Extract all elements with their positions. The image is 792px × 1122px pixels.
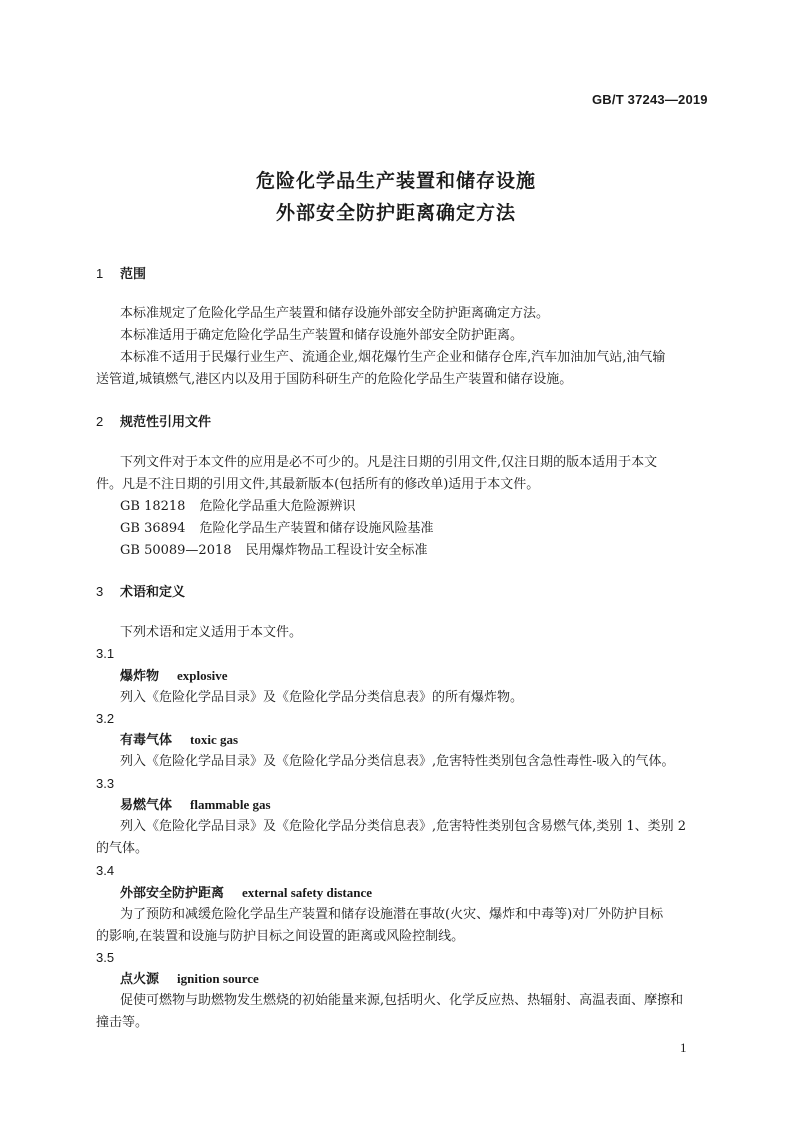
term-heading bbox=[120, 731, 238, 750]
term-definition-continuation: 的气体。 bbox=[96, 841, 149, 856]
term-definition: 列入《危险化学品目录》及《危险化学品分类信息表》的所有爆炸物。 bbox=[120, 690, 524, 705]
term-heading bbox=[120, 884, 372, 903]
page-number: 1 bbox=[680, 1040, 687, 1055]
section-number: 1 bbox=[96, 266, 104, 281]
term-en: explosive bbox=[177, 668, 228, 683]
term-zh: 易燃气体 bbox=[120, 798, 173, 813]
term-definition-continuation: 撞击等。 bbox=[96, 1015, 149, 1030]
section-title: 术语和定义 bbox=[120, 585, 186, 600]
paragraph: 本标准规定了危险化学品生产装置和储存设施外部安全防护距离确定方法。 bbox=[120, 306, 550, 321]
section-2-heading bbox=[96, 413, 211, 432]
term-definition: 列入《危险化学品目录》及《危险化学品分类信息表》,危害特性类别包含易燃气体,类别 1、类别 2 bbox=[120, 819, 687, 834]
reference-title: 危险化学品重大危险源辨识 bbox=[199, 499, 356, 514]
standard-number: GB/T 37243—2019 bbox=[592, 92, 708, 107]
reference-code: GB 18218 bbox=[120, 499, 186, 514]
section-title: 规范性引用文件 bbox=[120, 415, 212, 430]
term-definition-continuation: 的影响,在装置和设施与防护目标之间设置的距离或风险控制线。 bbox=[96, 929, 465, 944]
document-title-line1: 危险化学品生产装置和储存设施 bbox=[255, 170, 536, 192]
section-3-heading bbox=[96, 583, 185, 602]
term-heading bbox=[120, 796, 271, 815]
term-en: flammable gas bbox=[190, 797, 271, 812]
reference-item bbox=[120, 520, 433, 538]
clause-number: 3.3 bbox=[96, 776, 115, 791]
reference-item bbox=[120, 542, 428, 560]
clause-number: 3.4 bbox=[96, 863, 115, 878]
term-definition: 促使可燃物与助燃物发生燃烧的初始能量来源,包括明火、化学反应热、热辐射、高温表面、摩擦和 bbox=[120, 993, 684, 1008]
term-definition: 列入《危险化学品目录》及《危险化学品分类信息表》,危害特性类别包含急性毒性-吸入的气体。 bbox=[120, 754, 675, 769]
paragraph: 下列文件对于本文件的应用是必不可少的。凡是注日期的引用文件,仅注日期的版本适用于本文 bbox=[120, 455, 658, 470]
reference-title: 危险化学品生产装置和储存设施风险基准 bbox=[199, 521, 434, 536]
section-title: 范围 bbox=[120, 267, 147, 282]
section-number: 2 bbox=[96, 414, 104, 429]
reference-item bbox=[120, 498, 355, 516]
term-en: toxic gas bbox=[190, 732, 239, 747]
reference-code: GB 50089—2018 bbox=[120, 543, 232, 558]
paragraph-continuation: 件。凡是不注日期的引用文件,其最新版本(包括所有的修改单)适用于本文件。 bbox=[96, 477, 540, 492]
term-en: external safety distance bbox=[242, 885, 372, 900]
paragraph: 下列术语和定义适用于本文件。 bbox=[120, 625, 303, 640]
term-zh: 爆炸物 bbox=[120, 669, 160, 684]
term-zh: 点火源 bbox=[120, 972, 160, 987]
term-definition: 为了预防和减缓危险化学品生产装置和储存设施潜在事故(火灾、爆炸和中毒等)对厂外防护目标 bbox=[120, 907, 664, 922]
clause-number: 3.1 bbox=[96, 646, 115, 661]
term-heading bbox=[120, 970, 259, 989]
reference-title: 民用爆炸物品工程设计安全标准 bbox=[245, 543, 428, 558]
section-number: 3 bbox=[96, 584, 104, 599]
term-heading bbox=[120, 667, 228, 686]
paragraph: 本标准不适用于民爆行业生产、流通企业,烟花爆竹生产企业和储存仓库,汽车加油加气站,油气输 bbox=[120, 350, 666, 365]
clause-number: 3.5 bbox=[96, 950, 115, 965]
document-title-line2: 外部安全防护距离确定方法 bbox=[275, 202, 516, 224]
clause-number: 3.2 bbox=[96, 711, 115, 726]
paragraph: 本标准适用于确定危险化学品生产装置和储存设施外部安全防护距离。 bbox=[120, 328, 524, 343]
term-en: ignition source bbox=[177, 971, 259, 986]
paragraph-continuation: 送管道,城镇燃气,港区内以及用于国防科研生产的危险化学品生产装置和储存设施。 bbox=[96, 372, 573, 387]
section-1-heading bbox=[96, 265, 146, 284]
term-zh: 有毒气体 bbox=[120, 733, 173, 748]
reference-code: GB 36894 bbox=[120, 521, 186, 536]
term-zh: 外部安全防护距离 bbox=[120, 886, 225, 901]
